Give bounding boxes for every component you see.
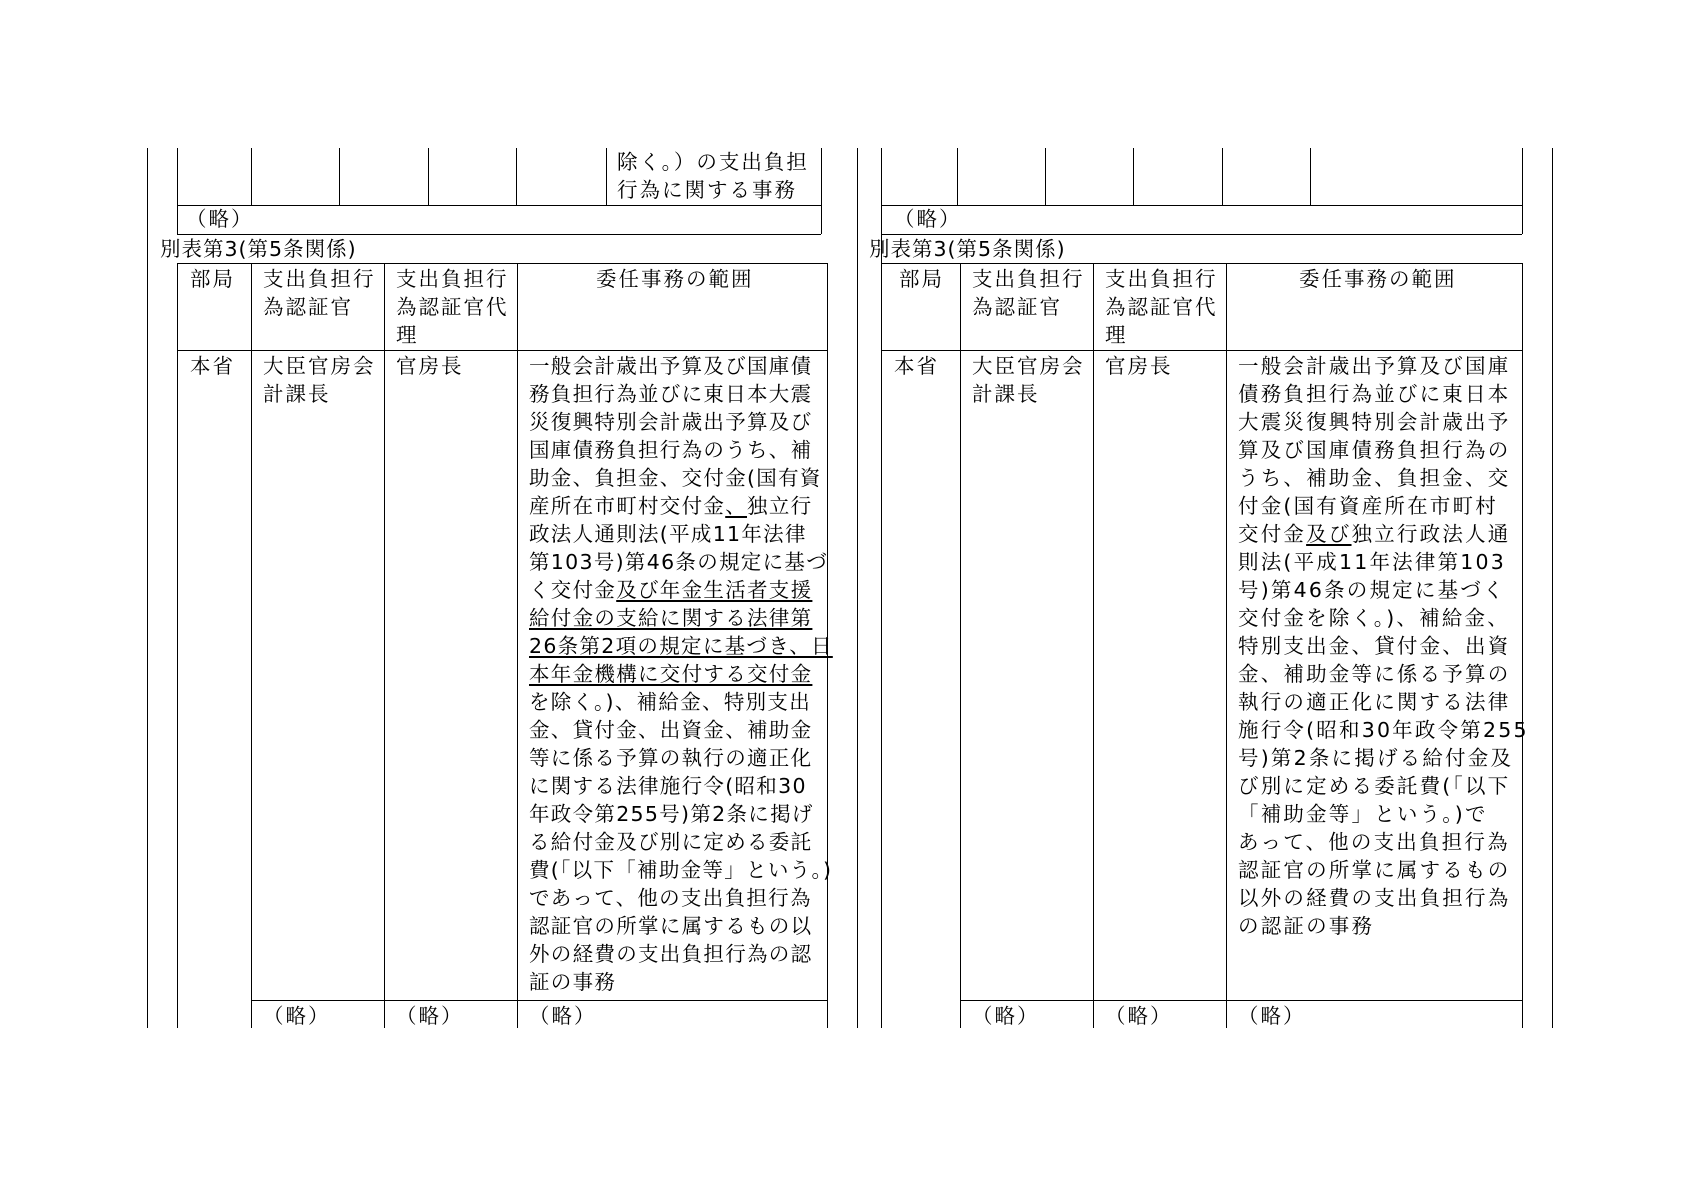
left-row-officer — [263, 352, 376, 408]
scope-text-segment: 務負担行為並びに東日本大震 — [529, 382, 813, 406]
scope-text-line — [529, 492, 833, 520]
scope-text-segment: く交付金 — [529, 578, 617, 602]
scope-text-line — [529, 408, 833, 436]
scope-text-line — [1238, 856, 1529, 884]
left-row-deputy: 官房長 — [396, 354, 464, 378]
scope-text-segment: 則法(平成11年法律第103 — [1238, 550, 1507, 574]
scope-text-line — [1238, 576, 1529, 604]
left-row-scope — [529, 352, 833, 996]
cell-line: 大臣官房会 — [972, 354, 1085, 378]
right-top-grid-line — [957, 148, 958, 205]
scope-text-line — [529, 884, 833, 912]
left-top-grid-line — [428, 148, 429, 205]
scope-text-segment: 外の経費の支出負担行為の認 — [529, 942, 813, 966]
scope-text-line — [529, 716, 833, 744]
scope-text-segment: 認証官の所掌に属するもの以 — [529, 914, 813, 938]
right-outer-border-left — [881, 148, 882, 1028]
left-bottom-omit: （略） — [263, 1004, 331, 1028]
scope-text-line — [1238, 604, 1529, 632]
right-top-grid-line — [1133, 148, 1134, 205]
scope-text-segment: 算及び国庫債務負担行為の — [1238, 438, 1511, 462]
scope-text-line — [1238, 772, 1529, 800]
right-table-line — [1093, 263, 1094, 1028]
scope-text-segment: 債務負担行為並びに東日本 — [1238, 382, 1511, 406]
scope-text-segment: に関する法律施行令(昭和30 — [529, 774, 807, 798]
left-table-line — [251, 263, 252, 1028]
scope-text-line — [529, 968, 833, 996]
scope-text-segment: 施行令(昭和30年政令第255 — [1238, 718, 1529, 742]
scope-text-line — [1238, 912, 1529, 940]
left-bottom-omit: （略） — [529, 1004, 597, 1028]
scope-text-segment: 金、補助金等に係る予算の — [1238, 662, 1511, 686]
scope-text-line — [529, 688, 833, 716]
cell-line: 計課長 — [972, 382, 1040, 406]
scope-text-line — [529, 912, 833, 940]
scope-text-line — [529, 520, 833, 548]
right-table-line — [881, 350, 1522, 351]
left-table-title: 別表第3(第5条関係) — [160, 237, 357, 261]
header-line: 委任事務の範囲 — [1299, 267, 1457, 291]
scope-text-line — [529, 856, 833, 884]
scope-text-line — [1238, 380, 1529, 408]
scope-text-segment: 第103号)第46条の規定に基づ — [529, 550, 829, 574]
left-omit-row: （略） — [186, 207, 254, 231]
scope-text-segment: 国庫債務負担行為のうち、補 — [529, 438, 813, 462]
left-table-line — [517, 263, 518, 1028]
scope-text-segment: 災復興特別会計歳出予算及び — [529, 410, 813, 434]
header-line: 理 — [396, 323, 419, 347]
scope-text-line — [1238, 716, 1529, 744]
right-table-line — [960, 1000, 1522, 1001]
underlined-amendment-text: 、 — [725, 494, 748, 518]
right-row-deputy: 官房長 — [1105, 354, 1173, 378]
scope-text-segment: 「補助金等」という。)で — [1238, 802, 1488, 826]
scope-text-line — [1238, 828, 1529, 856]
scope-text-line — [529, 744, 833, 772]
left-top-grid-line — [516, 148, 517, 205]
left-top-cell-line: 行為に関する事務 — [617, 178, 797, 202]
scope-text-line — [1238, 660, 1529, 688]
scope-text-line — [529, 660, 833, 688]
left-header-officer — [263, 265, 376, 321]
right-top-grid-line — [1522, 148, 1523, 234]
cell-line: 大臣官房会 — [263, 354, 376, 378]
scope-text-segment: 証の事務 — [529, 970, 617, 994]
header-line: 為認証官代 — [396, 295, 509, 319]
scope-text-line — [1238, 688, 1529, 716]
left-header-dept — [190, 265, 235, 293]
scope-text-line — [529, 604, 833, 632]
underlined-amendment-text: 本年金機構に交付する交付金 — [529, 662, 813, 686]
right-table-line — [960, 263, 961, 1028]
left-outer-border-left — [147, 148, 148, 1028]
scope-text-line — [529, 828, 833, 856]
left-outer-border-right — [857, 148, 858, 1028]
right-header-dept — [899, 265, 944, 293]
scope-text-line — [529, 548, 833, 576]
scope-text-segment: 費(「以下「補助金等」という。) — [529, 858, 833, 882]
scope-text-segment: 等に係る予算の執行の適正化 — [529, 746, 813, 770]
left-bottom-omit: （略） — [396, 1004, 464, 1028]
right-header-scope — [1299, 265, 1457, 293]
header-line: 委任事務の範囲 — [596, 267, 754, 291]
scope-text-segment: 政法人通則法(平成11年法律 — [529, 522, 807, 546]
right-row-scope — [1238, 352, 1529, 940]
scope-text-segment: 助金、負担金、交付金(国有資 — [529, 466, 822, 490]
right-top-grid-line — [1222, 148, 1223, 205]
right-header-officer — [972, 265, 1085, 321]
scope-text-segment: び別に定める委託費(「以下 — [1238, 774, 1511, 798]
scope-text-line — [1238, 884, 1529, 912]
header-line: 部局 — [899, 267, 944, 291]
scope-text-segment: 独立行 — [747, 494, 813, 518]
left-header-deputy — [396, 265, 509, 349]
scope-text-line — [1238, 744, 1529, 772]
header-line: 為認証官 — [972, 295, 1062, 319]
scope-text-line — [529, 800, 833, 828]
header-line: 部局 — [190, 267, 235, 291]
header-line: 支出負担行 — [396, 267, 509, 291]
left-table-line — [177, 350, 827, 351]
scope-text-segment: 以外の経費の支出負担行為 — [1238, 886, 1511, 910]
scope-text-line — [1238, 464, 1529, 492]
scope-text-segment: 金、貸付金、出資金、補助金 — [529, 718, 813, 742]
left-row-dept: 本省 — [190, 354, 235, 378]
scope-text-segment: 特別支出金、貸付金、出資 — [1238, 634, 1511, 658]
right-header-deputy — [1105, 265, 1218, 349]
scope-text-segment: 産所在市町村交付金 — [529, 494, 726, 518]
scope-text-line — [529, 632, 833, 660]
left-table-line — [251, 1000, 827, 1001]
header-line: 支出負担行 — [972, 267, 1085, 291]
scope-text-line — [1238, 632, 1529, 660]
scope-text-line — [1238, 408, 1529, 436]
scope-text-segment: 付金(国有資産所在市町村 — [1238, 494, 1498, 518]
scope-text-segment: うち、補助金、負担金、交 — [1238, 466, 1511, 490]
underlined-amendment-text: 及び — [1306, 522, 1352, 546]
scope-text-line — [529, 464, 833, 492]
scope-text-segment: 号)第46条の規定に基づく — [1238, 578, 1506, 602]
scope-text-line — [1238, 800, 1529, 828]
scope-text-segment: 執行の適正化に関する法律 — [1238, 690, 1511, 714]
left-header-scope — [596, 265, 754, 293]
left-top-grid-line — [339, 148, 340, 205]
right-bottom-omit: （略） — [1105, 1004, 1173, 1028]
header-line: 為認証官代 — [1105, 295, 1218, 319]
left-table-line — [177, 263, 827, 264]
left-top-grid-line — [177, 148, 178, 234]
right-row-dept: 本省 — [894, 354, 939, 378]
left-top-grid-line — [177, 205, 821, 206]
scope-text-line — [529, 576, 833, 604]
scope-text-segment: 独立行政法人通 — [1351, 522, 1511, 546]
scope-text-segment: 大震災復興特別会計歳出予 — [1238, 410, 1511, 434]
underlined-amendment-text: 及び年金生活者支援 — [616, 578, 813, 602]
scope-text-line — [1238, 520, 1529, 548]
right-top-grid-line — [1045, 148, 1046, 205]
scope-text-segment: 年政令第255号)第2条に掲げ — [529, 802, 814, 826]
right-top-grid-line — [1310, 148, 1311, 205]
scope-text-segment: 交付金 — [1238, 522, 1307, 546]
right-top-grid-line — [881, 234, 1522, 235]
scope-text-line — [529, 772, 833, 800]
scope-text-segment: 交付金を除く。)、補給金、 — [1238, 606, 1510, 630]
scope-text-line — [1238, 548, 1529, 576]
right-top-grid-line — [881, 205, 1522, 206]
header-line: 支出負担行 — [1105, 267, 1218, 291]
left-top-grid-line — [251, 148, 252, 205]
scope-text-segment: る給付金及び別に定める委託 — [529, 830, 813, 854]
scope-text-segment: であって、他の支出負担行為 — [529, 886, 812, 910]
right-bottom-omit: （略） — [972, 1004, 1040, 1028]
left-top-grid-line — [821, 148, 822, 234]
cell-line: 計課長 — [263, 382, 331, 406]
header-line: 支出負担行 — [263, 267, 376, 291]
scope-text-segment: 認証官の所掌に属するもの — [1238, 858, 1511, 882]
right-table-line — [1226, 263, 1227, 1028]
left-top-grid-line — [177, 234, 821, 235]
right-table-line — [881, 263, 1522, 264]
scope-text-line — [1238, 492, 1529, 520]
scope-text-segment: の認証の事務 — [1238, 914, 1375, 938]
header-line: 為認証官 — [263, 295, 353, 319]
header-line: 理 — [1105, 323, 1128, 347]
scope-text-segment: を除く。)、補給金、特別支出 — [529, 690, 812, 714]
scope-text-line — [529, 380, 833, 408]
scope-text-segment: 一般会計歳出予算及び国庫 — [1238, 354, 1511, 378]
right-row-officer — [972, 352, 1085, 408]
underlined-amendment-text: 給付金の支給に関する法律第 — [529, 606, 813, 630]
right-bottom-omit: （略） — [1238, 1004, 1306, 1028]
scope-text-segment: 号)第2条に掲げる給付金及 — [1238, 746, 1514, 770]
scope-text-segment: あって、他の支出負担行為 — [1238, 830, 1510, 854]
right-omit-row: （略） — [894, 207, 962, 231]
scope-text-line — [529, 940, 833, 968]
left-table-line — [384, 263, 385, 1028]
scope-text-segment: 一般会計歳出予算及び国庫債 — [529, 354, 813, 378]
left-table-line — [177, 263, 178, 1028]
underlined-amendment-text: 26条第2項の規定に基づき、日 — [529, 634, 833, 658]
right-outer-border-right — [1552, 148, 1553, 1028]
scope-text-line — [529, 352, 833, 380]
scope-text-line — [1238, 436, 1529, 464]
scope-text-line — [529, 436, 833, 464]
left-top-cell-line: 除く。）の支出負担 — [617, 150, 809, 174]
left-top-grid-line — [606, 148, 607, 205]
right-table-title: 別表第3(第5条関係) — [869, 237, 1066, 261]
left-top-cell-text — [617, 148, 809, 204]
scope-text-line — [1238, 352, 1529, 380]
